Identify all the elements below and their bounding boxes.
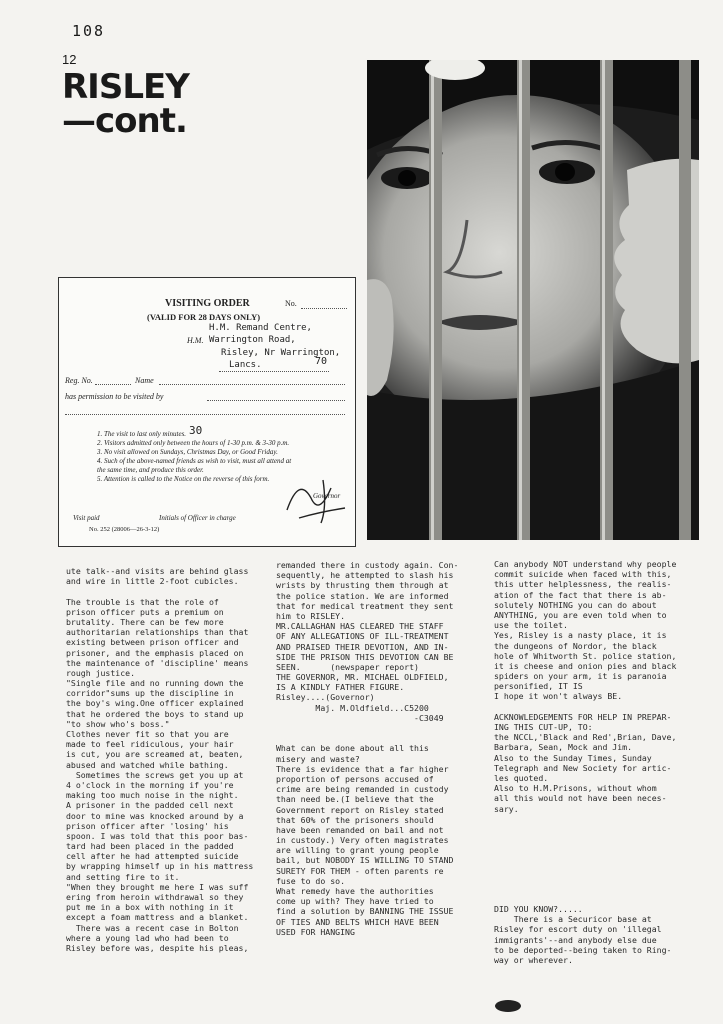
text-line: What remedy have the authorities	[276, 886, 434, 896]
text-line: MR.CALLAGHAN HAS CLEARED THE STAFF	[276, 621, 444, 632]
text-line: existing between prison officer and	[66, 637, 239, 648]
text-line: "to show who's boss."	[66, 718, 170, 729]
text-line: hole of Whitworth St. police station,	[494, 650, 677, 661]
text-line: SEEN. (newspaper report)	[276, 661, 419, 672]
text-line: THE GOVERNOR, MR. MICHAEL OLDFIELD,	[276, 672, 449, 683]
text-line: Also to the Sunday Times, Sunday	[494, 752, 652, 763]
text-line: Can anybody NOT understand why people	[494, 559, 677, 569]
text-line: ute talk--and visits are behind glass	[66, 566, 249, 576]
text-line: What can be done about all this	[276, 743, 429, 754]
text-line: wrists by thrusting them through at	[276, 580, 449, 591]
text-line: by wrapping himself up in his mattress	[66, 861, 254, 872]
text-line: it is cheese and onion pies and black	[494, 660, 677, 671]
text-line: brutality. There can be few more	[66, 616, 224, 627]
rule-1: 1. The visit to last only minutes.	[97, 430, 187, 438]
text-line: Sometimes the screws get you up at	[66, 769, 244, 780]
text-line: way or wherever.	[494, 954, 573, 965]
text-line: making too much noise in the night.	[66, 790, 239, 801]
text-line	[494, 702, 676, 712]
text-column-1	[66, 566, 253, 953]
text-line: all this would not have been neces-	[494, 793, 667, 804]
text-line: the maintenance of 'discipline' means	[66, 657, 249, 668]
text-line: AND PRAISED THEIR DEVOTION, AND IN-	[276, 641, 449, 652]
text-line: to be deported--being taken to Ring-	[494, 944, 672, 955]
visit-paid-label: Visit paid	[73, 514, 100, 522]
text-line: ation of the fact that there is ab-	[494, 589, 667, 600]
hm-prefix: H.M.	[187, 336, 204, 345]
text-line: ering from heroin withdrawal so they	[66, 892, 244, 902]
text-line: where a young lad who had been to	[66, 932, 229, 943]
text-line	[66, 586, 253, 596]
text-line: There was a recent case in Bolton	[66, 922, 239, 933]
text-line: tard had been placed in the padded	[66, 841, 234, 852]
text-line: sequently, he attempted to slash his	[276, 570, 454, 581]
permission-label: has permission to be visited by	[65, 392, 164, 401]
text-line: cell after he had attempted suicide	[66, 851, 239, 862]
text-line: prisoner, and the emphasis placed on	[66, 647, 244, 658]
text-line: misery and waste?	[276, 753, 360, 764]
rule-4: 4. Such of the above-named friends as wish to visit, must all attend at	[97, 457, 292, 465]
text-line: bail, but NOBODY IS WILLING TO STAND	[276, 855, 454, 866]
text-line: ING THIS CUT-UP, TO:	[494, 722, 593, 732]
headline-line-2: —cont.	[62, 101, 187, 141]
text-line: corridor"sums up the discipline in	[66, 688, 234, 699]
text-column-3-sidebar	[494, 904, 671, 965]
text-line: Risley....(Governor)	[276, 692, 375, 703]
text-line: have been remanded on bail and not	[276, 824, 444, 835]
text-line: made to feel ridiculous, your hair	[66, 739, 234, 750]
text-line: are willing to grant young people	[276, 845, 439, 856]
text-line: There is a Securicor base at	[494, 914, 652, 925]
text-line: -C3049	[276, 712, 444, 723]
text-line: fuse to do so.	[276, 875, 346, 886]
text-line: Government report on Risley stated	[276, 804, 444, 815]
text-line: Risley for escort duty on 'illegal	[494, 924, 662, 935]
text-line: IS A KINDLY FATHER FIGURE.	[276, 682, 405, 693]
photo-child-behind-bars	[367, 60, 699, 540]
text-line: ANYTHING, you are even told when to	[494, 609, 667, 620]
text-line: DID YOU KNOW?.....	[494, 904, 583, 914]
visiting-order-card	[58, 277, 356, 547]
text-line: Telegraph and New Society for artic-	[494, 762, 672, 773]
text-line: OF TIES AND BELTS WHICH HAVE BEEN	[276, 916, 439, 927]
page-number: 108	[72, 22, 106, 40]
text-line: sary.	[494, 803, 519, 814]
headline	[62, 67, 189, 141]
handwritten-centre: H.M. Remand Centre,	[209, 323, 312, 333]
rule-2: 2. Visitors admitted only between the hours of 1-30 p.m. & 3-30 p.m.	[97, 439, 290, 447]
text-line: spiders on your arm, it is paranoia	[494, 671, 667, 682]
text-column-2	[276, 560, 458, 937]
text-line: Also to H.M.Prisons, without whom	[494, 783, 657, 794]
handwritten-road: Warrington Road,	[209, 335, 296, 345]
handwritten-town: Risley, Nr Warrington,	[221, 348, 341, 358]
text-line: remanded there in custody again. Con-	[276, 560, 459, 570]
text-line: 4 o'clock in the morning if you're	[66, 779, 234, 790]
text-line: this utter helplessness, the realis-	[494, 579, 672, 590]
text-line: put me in a box with nothing in it	[66, 902, 234, 913]
handwritten-minutes: 30	[189, 424, 203, 437]
text-line: rough justice.	[66, 667, 136, 678]
headline-line-1: RISLEY	[62, 67, 189, 107]
text-line: that for medical treatment they sent	[276, 600, 454, 611]
text-line: A prisoner in the padded cell next	[66, 800, 234, 811]
text-line: use the toilet.	[494, 620, 568, 631]
text-line: "When they brought me here I was suff	[66, 881, 249, 892]
text-line: Yes, Risley is a nasty place, it is	[494, 630, 667, 641]
text-line: that 60% of the prisoners should	[276, 814, 434, 825]
initials-label: Initials of Officer in charge	[159, 514, 236, 522]
visiting-order-subtitle: (VALID FOR 28 DAYS ONLY)	[147, 312, 261, 322]
text-line: except a foam mattress and a blanket.	[66, 912, 249, 923]
text-line: and wire in little 2-foot cubicles.	[66, 576, 239, 587]
text-line: commit suicide when faced with this,	[494, 569, 672, 580]
text-line: and setting fire to it.	[66, 871, 180, 882]
text-line: the police station. We are informed	[276, 590, 449, 601]
form-number: No. 252 (28006—26-3-12)	[89, 526, 160, 533]
handwritten-year: 70	[315, 356, 328, 367]
text-line: prison officer puts a premium on	[66, 606, 224, 617]
text-line: Clothes never fit so that you are	[66, 729, 229, 739]
text-line: abused and watched while bathing.	[66, 759, 229, 770]
text-line: USED FOR HANGING	[276, 926, 355, 937]
issue-number: 12	[62, 52, 77, 67]
text-line: SURETY FOR THEM - often parents re	[276, 865, 444, 876]
visiting-order-no-label: No.	[285, 299, 297, 308]
text-line: SIDE THE PRISON THIS DEVOTION CAN BE	[276, 651, 454, 662]
visiting-order-title: VISITING ORDER	[165, 298, 250, 309]
photo-illustration	[367, 60, 699, 540]
text-line	[276, 733, 458, 743]
text-line: the dungeons of Nordor, the black	[494, 640, 657, 651]
governor-label: Governor	[313, 492, 341, 500]
text-line: I hope it won't always BE.	[494, 691, 623, 702]
text-line: authoritarian relationships than that	[66, 627, 249, 638]
text-line: find a solution by BANNING THE ISSUE	[276, 906, 454, 917]
handwritten-county: Lancs.	[229, 360, 262, 370]
text-line: come up with? They have tried to	[276, 896, 434, 907]
text-line: is cut, you are screamed at, beaten,	[66, 749, 244, 760]
text-line: les quoted.	[494, 772, 549, 783]
text-line: OF ANY ALLEGATIONS OF ILL-TREATMENT	[276, 631, 449, 642]
ink-smudge	[495, 1000, 521, 1012]
text-line: Maj. M.Oldfield...C5200	[276, 702, 429, 713]
rule-5: 5. Attention is called to the Notice on the reverse of this form.	[97, 475, 270, 483]
text-line: prison officer after 'losing' his	[66, 820, 229, 831]
name-label: Name	[135, 376, 154, 385]
text-line: Risley before was, despite his pleas,	[66, 942, 249, 953]
text-line: in custody.) Very often magistrates	[276, 835, 449, 846]
text-line: spoon. I was told that this poor bas-	[66, 830, 249, 841]
text-line: "Single file and no running down the	[66, 678, 244, 689]
rule-3: 3. No visit allowed on Sundays, Christmas Day, or Good Friday.	[97, 448, 278, 456]
text-line	[276, 723, 458, 733]
text-line: immigrants'--and anybody else due	[494, 934, 657, 945]
text-line: the NCCL,'Black and Red',Brian, Dave,	[494, 732, 677, 743]
text-line: door to mine was knocked around by a	[66, 810, 244, 821]
text-line: than need be.(I believe that the	[276, 794, 434, 805]
rule-4-cont: the same time, and produce this order.	[97, 466, 204, 474]
text-column-3	[494, 559, 676, 814]
text-line: the boy's wing.One officer explained	[66, 698, 244, 709]
text-line: that he ordered the boys to stand up	[66, 708, 244, 719]
text-line: Barbara, Sean, Mock and Jim.	[494, 742, 633, 753]
text-line: crime are being remanded in custody	[276, 784, 449, 795]
text-line: personified, IT IS	[494, 681, 583, 692]
text-line: The trouble is that the role of	[66, 596, 219, 607]
text-line: solutely NOTHING you can do about	[494, 599, 657, 610]
text-line: him to RISLEY.	[276, 610, 346, 621]
reg-no-label: Reg. No.	[65, 376, 93, 385]
text-line: proportion of persons accused of	[276, 773, 434, 784]
text-line: ACKNOWLEDGEMENTS FOR HELP IN PREPAR-	[494, 711, 672, 722]
text-line: There is evidence that a far higher	[276, 763, 449, 774]
